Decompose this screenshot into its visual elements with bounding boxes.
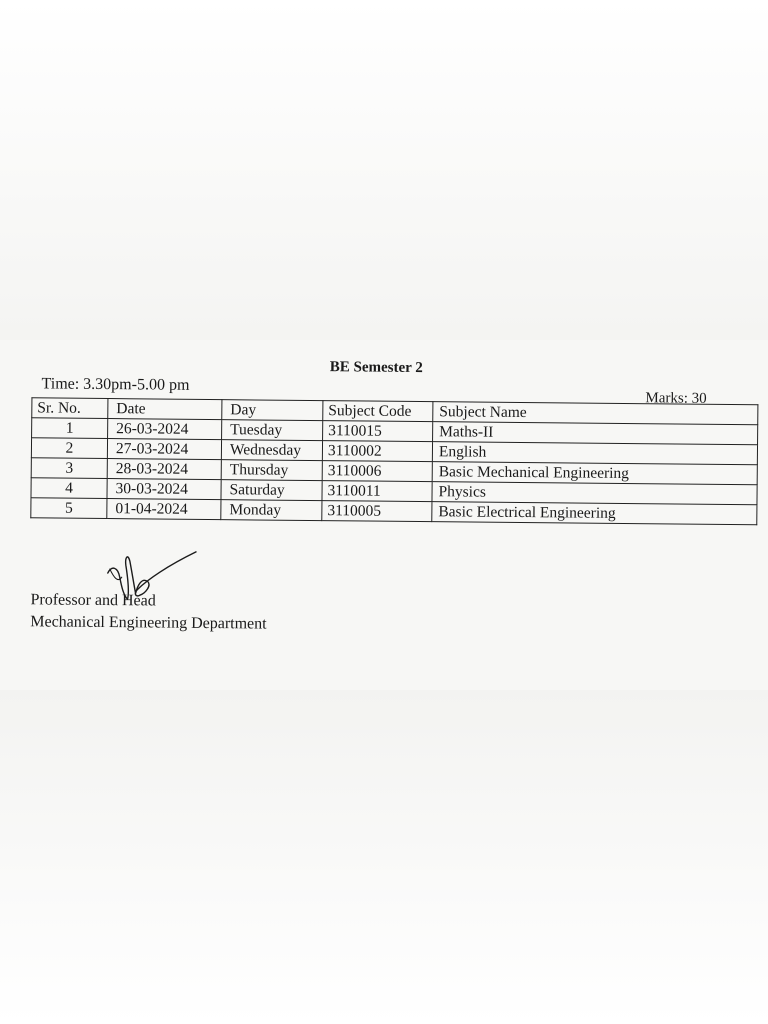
column-header-subject-name: Subject Name: [433, 402, 758, 425]
exam-time: Time: 3.30pm-5.00 pm: [41, 375, 190, 394]
cell-subject-name: Basic Mechanical Engineering: [432, 462, 757, 485]
cell-subject-code: 3110011: [322, 481, 432, 502]
cell-date: 01-04-2024: [107, 499, 221, 520]
cell-subject-code: 3110002: [322, 441, 432, 462]
column-header-day: Day: [222, 400, 323, 421]
cell-day: Tuesday: [222, 420, 323, 441]
column-header-sr-no: Sr. No.: [32, 398, 108, 419]
cell-sr-no: 1: [32, 418, 108, 439]
cell-subject-code: 3110005: [322, 501, 432, 522]
document-sheet: [0, 340, 768, 697]
column-header-date: Date: [108, 399, 222, 420]
signatory-department: Mechanical Engineering Department: [30, 613, 267, 633]
cell-date: 27-03-2024: [107, 439, 221, 460]
exam-marks: Marks: 30: [645, 390, 707, 407]
cell-day: Thursday: [221, 460, 322, 481]
cell-subject-name: English: [432, 442, 757, 465]
cell-subject-name: Maths-II: [433, 422, 758, 445]
cell-sr-no: 3: [31, 458, 107, 479]
cell-day: Wednesday: [221, 440, 322, 461]
cell-sr-no: 4: [31, 478, 107, 499]
page-background-top: [0, 0, 768, 340]
exam-schedule-table: [30, 397, 758, 525]
document-title: BE Semester 2: [329, 359, 423, 377]
cell-subject-name: Physics: [432, 482, 757, 505]
cell-date: 28-03-2024: [107, 459, 221, 480]
cell-subject-code: 3110006: [322, 461, 432, 482]
cell-subject-name: Basic Electrical Engineering: [432, 502, 757, 525]
cell-subject-code: 3110015: [323, 421, 433, 442]
cell-date: 30-03-2024: [107, 479, 221, 500]
column-header-subject-code: Subject Code: [323, 401, 433, 422]
cell-date: 26-03-2024: [108, 419, 222, 440]
cell-sr-no: 2: [31, 438, 107, 459]
cell-sr-no: 5: [31, 498, 107, 519]
signatory-designation: Professor and Head: [30, 591, 156, 610]
cell-day: Saturday: [221, 480, 322, 501]
page-background-bottom: [0, 690, 768, 1024]
cell-day: Monday: [221, 500, 322, 521]
